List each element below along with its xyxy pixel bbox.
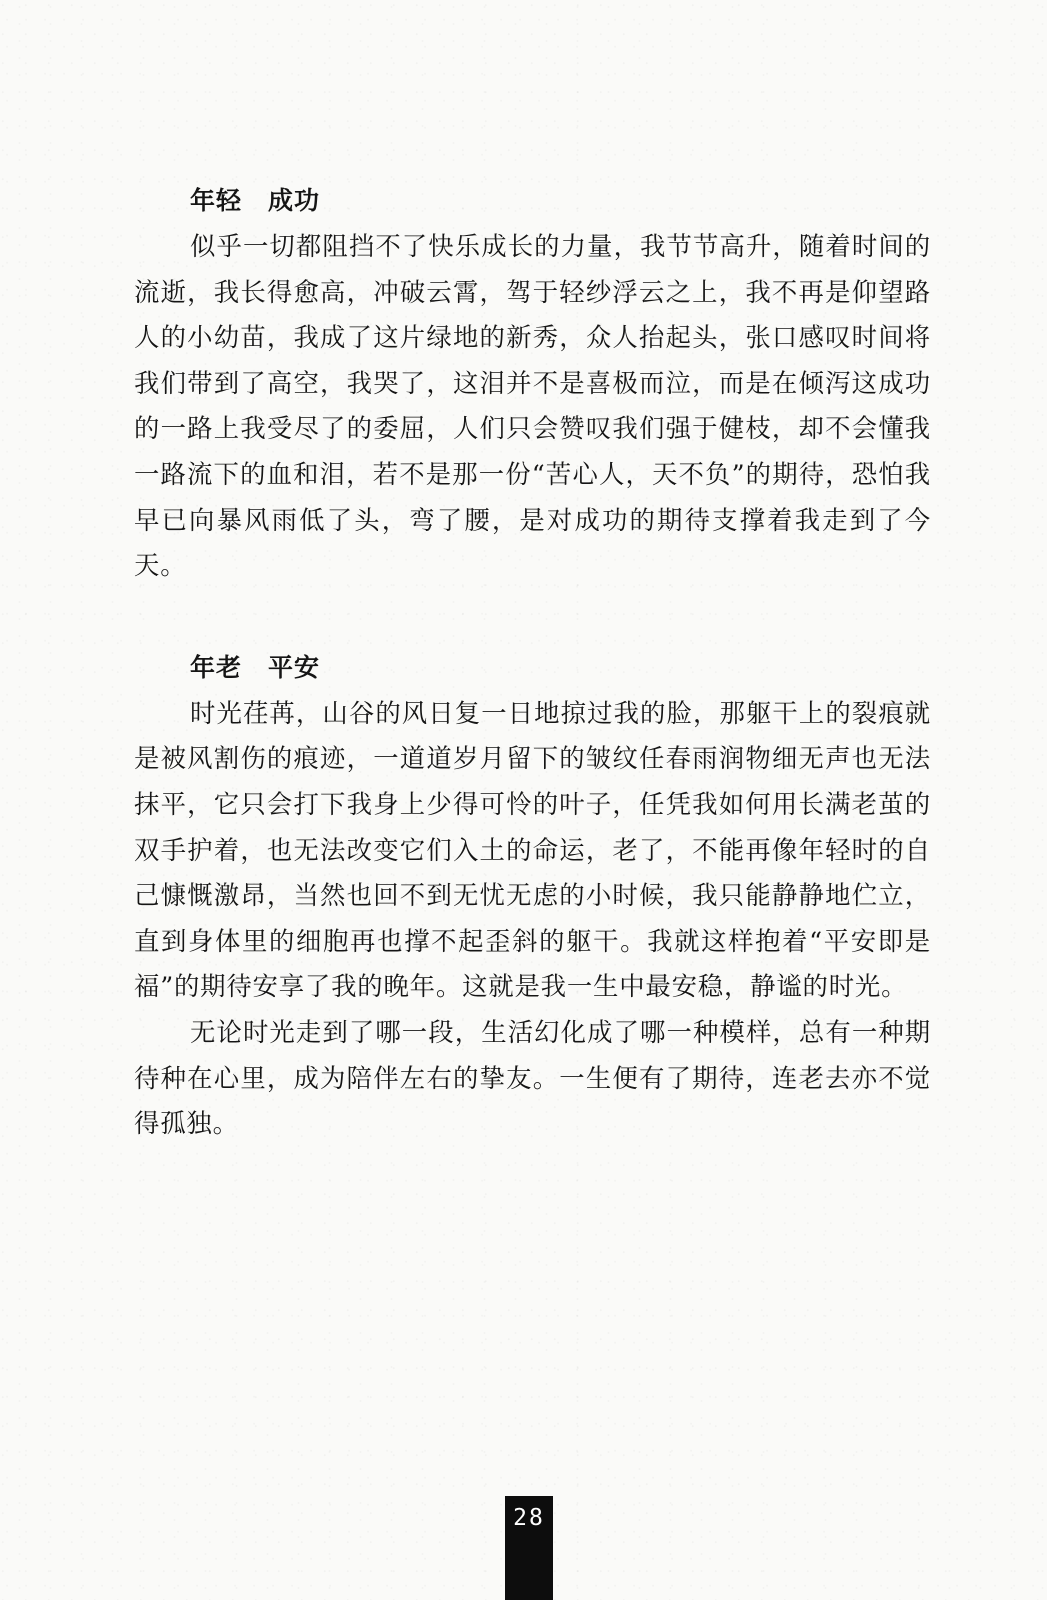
paragraph: 无论时光走到了哪一段，生活幻化成了哪一种模样，总有一种期待种在心里，成为陪伴左右的挚友。一生便有了期待，连老去亦不觉得孤独。: [134, 1016, 931, 1139]
section-gap: [134, 589, 931, 645]
page-number-tab: [505, 1496, 553, 1600]
page-number: 28: [513, 1505, 545, 1531]
section-youth-success: [134, 178, 931, 589]
section-title: 年老 平安: [190, 652, 321, 682]
section-old-age-peace: [134, 645, 931, 1147]
page-content: [134, 178, 931, 1147]
section-title: 年轻 成功: [190, 186, 321, 215]
paragraph: 时光荏苒，山谷的风日复一日地掠过我的脸，那躯干上的裂痕就是被风割伤的痕迹，一道道岁月留下的皱纹任春雨润物细无声也无法抹平，它只会打下我身上少得可怜的叶子，任凭我如何用长满老茧的双手护着，也无法改变它们入土的命运，老了，不能再像年轻时的自己慷慨激昂，当然也回不到无忧无虑的小时候，我只能静静地伫立，直到身体里的细胞再也撑不起歪斜的躯干。我就这样抱着“平安即是福”的期待安享了我的晚年。这就是我一生中最安稳，静谧的时光。: [134, 697, 931, 1002]
paragraph: 似乎一切都阻挡不了快乐成长的力量，我节节高升，随着时间的流逝，我长得愈高，冲破云霄，驾于轻纱浮云之上，我不再是仰望路人的小幼苗，我成了这片绿地的新秀，众人抬起头，张口感叹时间将我们带到了高空，我哭了，这泪并不是喜极而泣，而是在倾泻这成功的一路上我受尽了的委屈，人们只会赞叹我们强于健枝，却不会懂我一路流下的血和泪，若不是那一份“苦心人，天不负”的期待，恐怕我早已向暴风雨低了头，弯了腰，是对成功的期待支撑着我走到了今天。: [134, 231, 931, 581]
